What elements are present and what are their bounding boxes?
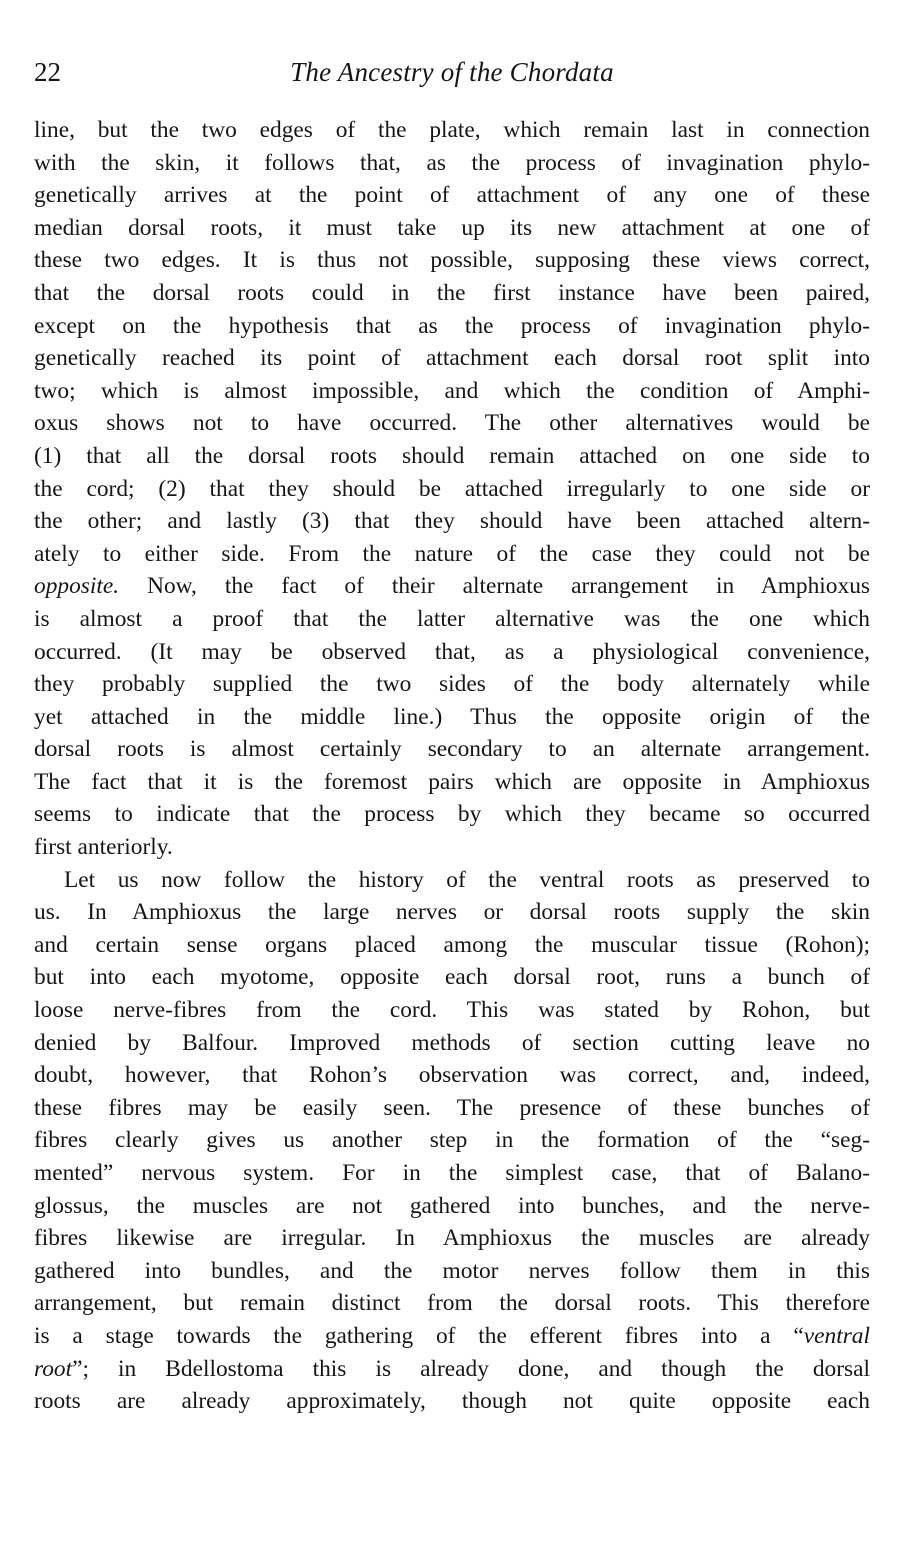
text-line: glossus, the muscles are not gathered into bunches, and the nerve- xyxy=(34,1192,870,1219)
text-line: roots are already approximately, though not quite opposite each xyxy=(34,1388,870,1415)
text-line: gathered into bundles, and the motor nerves follow them in this xyxy=(34,1257,870,1284)
text-line: mented” nervous system. For in the simplest case, that of Balano- xyxy=(34,1160,870,1186)
paragraph xyxy=(34,864,870,1418)
text-line xyxy=(34,1320,870,1353)
body-text xyxy=(34,114,870,1418)
text-line: loose nerve-fibres from the cord. This was stated by Rohon, but xyxy=(34,997,870,1024)
text-line: ately to either side. From the nature of the case they could not be xyxy=(34,540,870,567)
text-line: The fact that it is the foremost pairs which are opposite in Amphioxus xyxy=(34,768,870,795)
text-line: oxus shows not to have occurred. The other alternatives would be xyxy=(34,410,870,437)
text-line: genetically arrives at the point of attachment of any one of these xyxy=(34,182,870,209)
running-title: The Ancestry of the Chordata xyxy=(290,57,614,87)
text-line: except on the hypothesis that as the process of invagination phylo- xyxy=(34,312,870,339)
text-line: seems to indicate that the process by which they became so occurred xyxy=(34,801,870,828)
text-line: Let us now follow the history of the ventral roots as preserved to xyxy=(64,866,870,893)
text-line: they probably supplied the two sides of the body alternately while xyxy=(34,671,870,698)
text-line xyxy=(34,570,870,603)
text-line: genetically reached its point of attachment each dorsal root split into xyxy=(34,345,870,372)
text-line: the cord; (2) that they should be attached irregularly to one side or xyxy=(34,475,870,502)
text-line: the other; and lastly (3) that they should have been attached altern- xyxy=(34,508,870,535)
text-line: arrangement, but remain distinct from the dorsal roots. This therefore xyxy=(34,1290,870,1317)
text-line: denied by Balfour. Improved methods of section cutting leave no xyxy=(34,1029,870,1056)
italic-word: opposite. xyxy=(34,573,120,600)
text-line: two; which is almost impossible, and which the condition of Amphi- xyxy=(34,377,870,404)
italic-word: root xyxy=(34,1355,73,1382)
text-line: with the skin, it follows that, as the process of invagination phylo- xyxy=(34,149,870,176)
text-span: ”; in Bdellostoma this is already done, and though the dorsal xyxy=(72,1355,870,1382)
text-line: dorsal roots is almost certainly secondary to an alternate arrangement. xyxy=(34,736,870,763)
text-line: fibres likewise are irregular. In Amphioxus the muscles are already xyxy=(34,1225,870,1252)
page-header xyxy=(34,52,870,92)
text-line: and certain sense organs placed among the muscular tissue (Rohon); xyxy=(34,931,870,958)
paragraph xyxy=(34,114,870,864)
text-span: Now, the fact of their alternate arrangement in Amphioxus xyxy=(119,573,870,600)
text-line xyxy=(34,1353,870,1386)
page-number: 22 xyxy=(34,57,61,87)
text-line: these fibres may be easily seen. The presence of these bunches of xyxy=(34,1094,870,1121)
text-line: that the dorsal roots could in the first instance have been paired, xyxy=(34,279,870,306)
text-line: line, but the two edges of the plate, which remain last in connection xyxy=(34,117,870,143)
text-line: these two edges. It is thus not possible, supposing these views correct, xyxy=(34,247,870,274)
text-line: median dorsal roots, it must take up its new attachment at one of xyxy=(34,214,870,241)
italic-word: ventral xyxy=(803,1322,870,1349)
text-line: (1) that all the dorsal roots should remain attached on one side to xyxy=(34,442,870,469)
text-line: but into each myotome, opposite each dorsal root, runs a bunch of xyxy=(34,964,870,991)
text-line: first anteriorly. xyxy=(34,834,173,861)
text-line: fibres clearly gives us another step in the formation of the “seg- xyxy=(34,1127,870,1154)
text-span: is a stage towards the gathering of the efferent fibres into a “ xyxy=(34,1322,804,1349)
text-line: doubt, however, that Rohon’s observation was correct, and, indeed, xyxy=(34,1062,870,1089)
text-line: is almost a proof that the latter alternative was the one which xyxy=(34,605,870,632)
text-line: us. In Amphioxus the large nerves or dorsal roots supply the skin xyxy=(34,899,870,926)
text-line: occurred. (It may be observed that, as a physiological convenience, xyxy=(34,638,870,665)
text-line: yet attached in the middle line.) Thus the opposite origin of the xyxy=(34,703,870,730)
